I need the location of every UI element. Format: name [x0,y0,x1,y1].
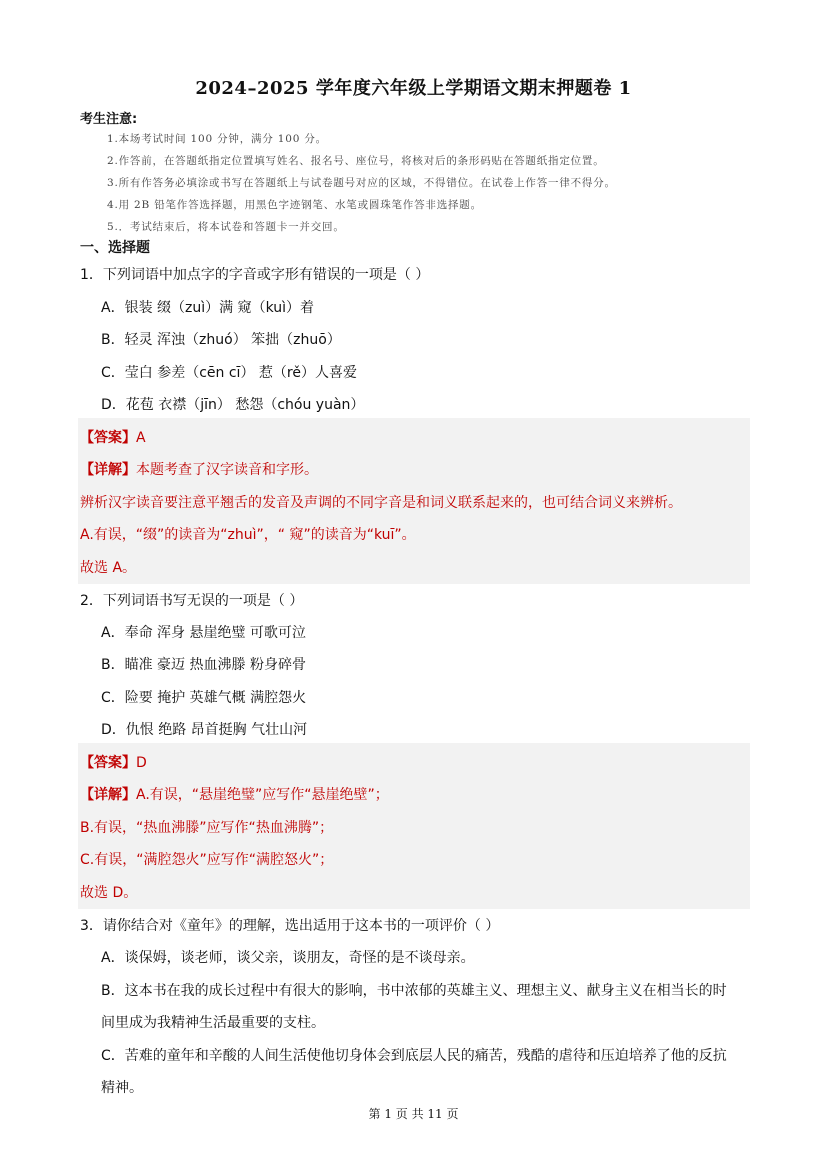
question-1-option-c: C．莹白 参差（cēn cī） 惹（rě）人喜爱 [101,365,357,381]
answer-tag: 【答案】 [80,430,136,446]
answer-tag: 【答案】 [80,755,136,771]
question-2-stem: 2．下列词语书写无误的一项是（ ） [80,593,304,609]
question-1-detail [80,459,318,479]
question-2-detail-line: B.有误，“热血沸滕”应写作“热血沸腾”； [80,820,334,836]
detail-text: 本题考查了汉字读音和字形。 [136,462,318,478]
section-heading: 一、选择题 [80,240,150,256]
question-2-option-b: B．瞄准 豪迈 热血沸滕 粉身碎骨 [101,657,306,673]
question-1-answer [80,427,146,447]
question-2-answer [80,752,147,772]
question-3-option-b: B．这本书在我的成长过程中有很大的影响，书中浓郁的英雄主义、理想主义、献身主义在相当长的时 [101,983,727,999]
notice-item: 5.．考试结束后，将本试卷和答题卡一并交回。 [107,221,345,233]
question-2-option-c: C．险要 掩护 英雄气概 满腔怨火 [101,690,307,706]
question-1-detail-line: A.有误，“缀”的读音为“zhuì”，“ 窥”的读音为“kuī”。 [80,527,416,543]
question-1-option-a: A．银装 缀（zuì）满 窥（kuì）着 [101,300,315,316]
question-1-detail-line: 辨析汉字读音要注意平翘舌的发音及声调的不同字音是和词义联系起来的，也可结合词义来辨析。 [80,495,682,511]
question-2-detail-line: C.有误，“满腔怨火”应写作“满腔怒火”； [80,852,334,868]
question-3-option-c-cont: 精神。 [101,1080,143,1096]
question-1-option-d: D．花苞 衣襟（jīn） 愁怨（chóu yuàn） [101,397,365,413]
question-3-option-a: A．谈保姆，谈老师，谈父亲，谈朋友，奇怪的是不谈母亲。 [101,950,475,966]
detail-tag: 【详解】 [80,787,136,803]
exam-title: 2024–2025 学年度六年级上学期语文期末押题卷 1 [195,78,632,99]
question-3-option-c: C．苦难的童年和辛酸的人间生活使他切身体会到底层人民的痛苦，残酷的虐待和压迫培养了他的反抗 [101,1048,727,1064]
notice-item: 2.作答前，在答题纸指定位置填写姓名、报名号、座位号，将核对后的条形码贴在答题纸指定位置。 [107,155,605,167]
question-1-stem: 1．下列词语中加点字的字音或字形有错误的一项是（ ） [80,267,430,283]
detail-tag: 【详解】 [80,462,136,478]
notice-heading: 考生注意: [80,112,138,127]
detail-text: A.有误，“悬崖绝璧”应写作“悬崖绝壁”； [136,787,389,803]
notice-item: 1.本场考试时间 100 分钟，满分 100 分。 [107,133,327,145]
question-3-stem: 3．请你结合对《童年》的理解，选出适用于这本书的一项评价（ ） [80,918,500,934]
question-2-option-a: A．奉命 浑身 悬崖绝璧 可歌可泣 [101,625,306,641]
notice-item: 4.用 2B 铅笔作答选择题，用黑色字迹钢笔、水笔或圆珠笔作答非选择题。 [107,199,482,211]
question-2-option-d: D．仇恨 绝路 昂首挺胸 气壮山河 [101,722,308,738]
question-3-option-b-cont: 间里成为我精神生活最重要的支柱。 [101,1015,325,1031]
answer-value: D [136,755,147,771]
answer-value: A [136,430,146,446]
page-footer: 第 1 页 共 11 页 [368,1107,459,1121]
question-2-detail-line: 故选 D。 [80,885,138,901]
question-1-option-b: B．轻灵 浑浊（zhuó） 笨拙（zhuō） [101,332,341,348]
question-1-detail-line: 故选 A。 [80,560,137,576]
notice-item: 3.所有作答务必填涂或书写在答题纸上与试卷题号对应的区域，不得错位。在试卷上作答一律不得分。 [107,177,616,189]
question-2-detail [80,784,389,804]
